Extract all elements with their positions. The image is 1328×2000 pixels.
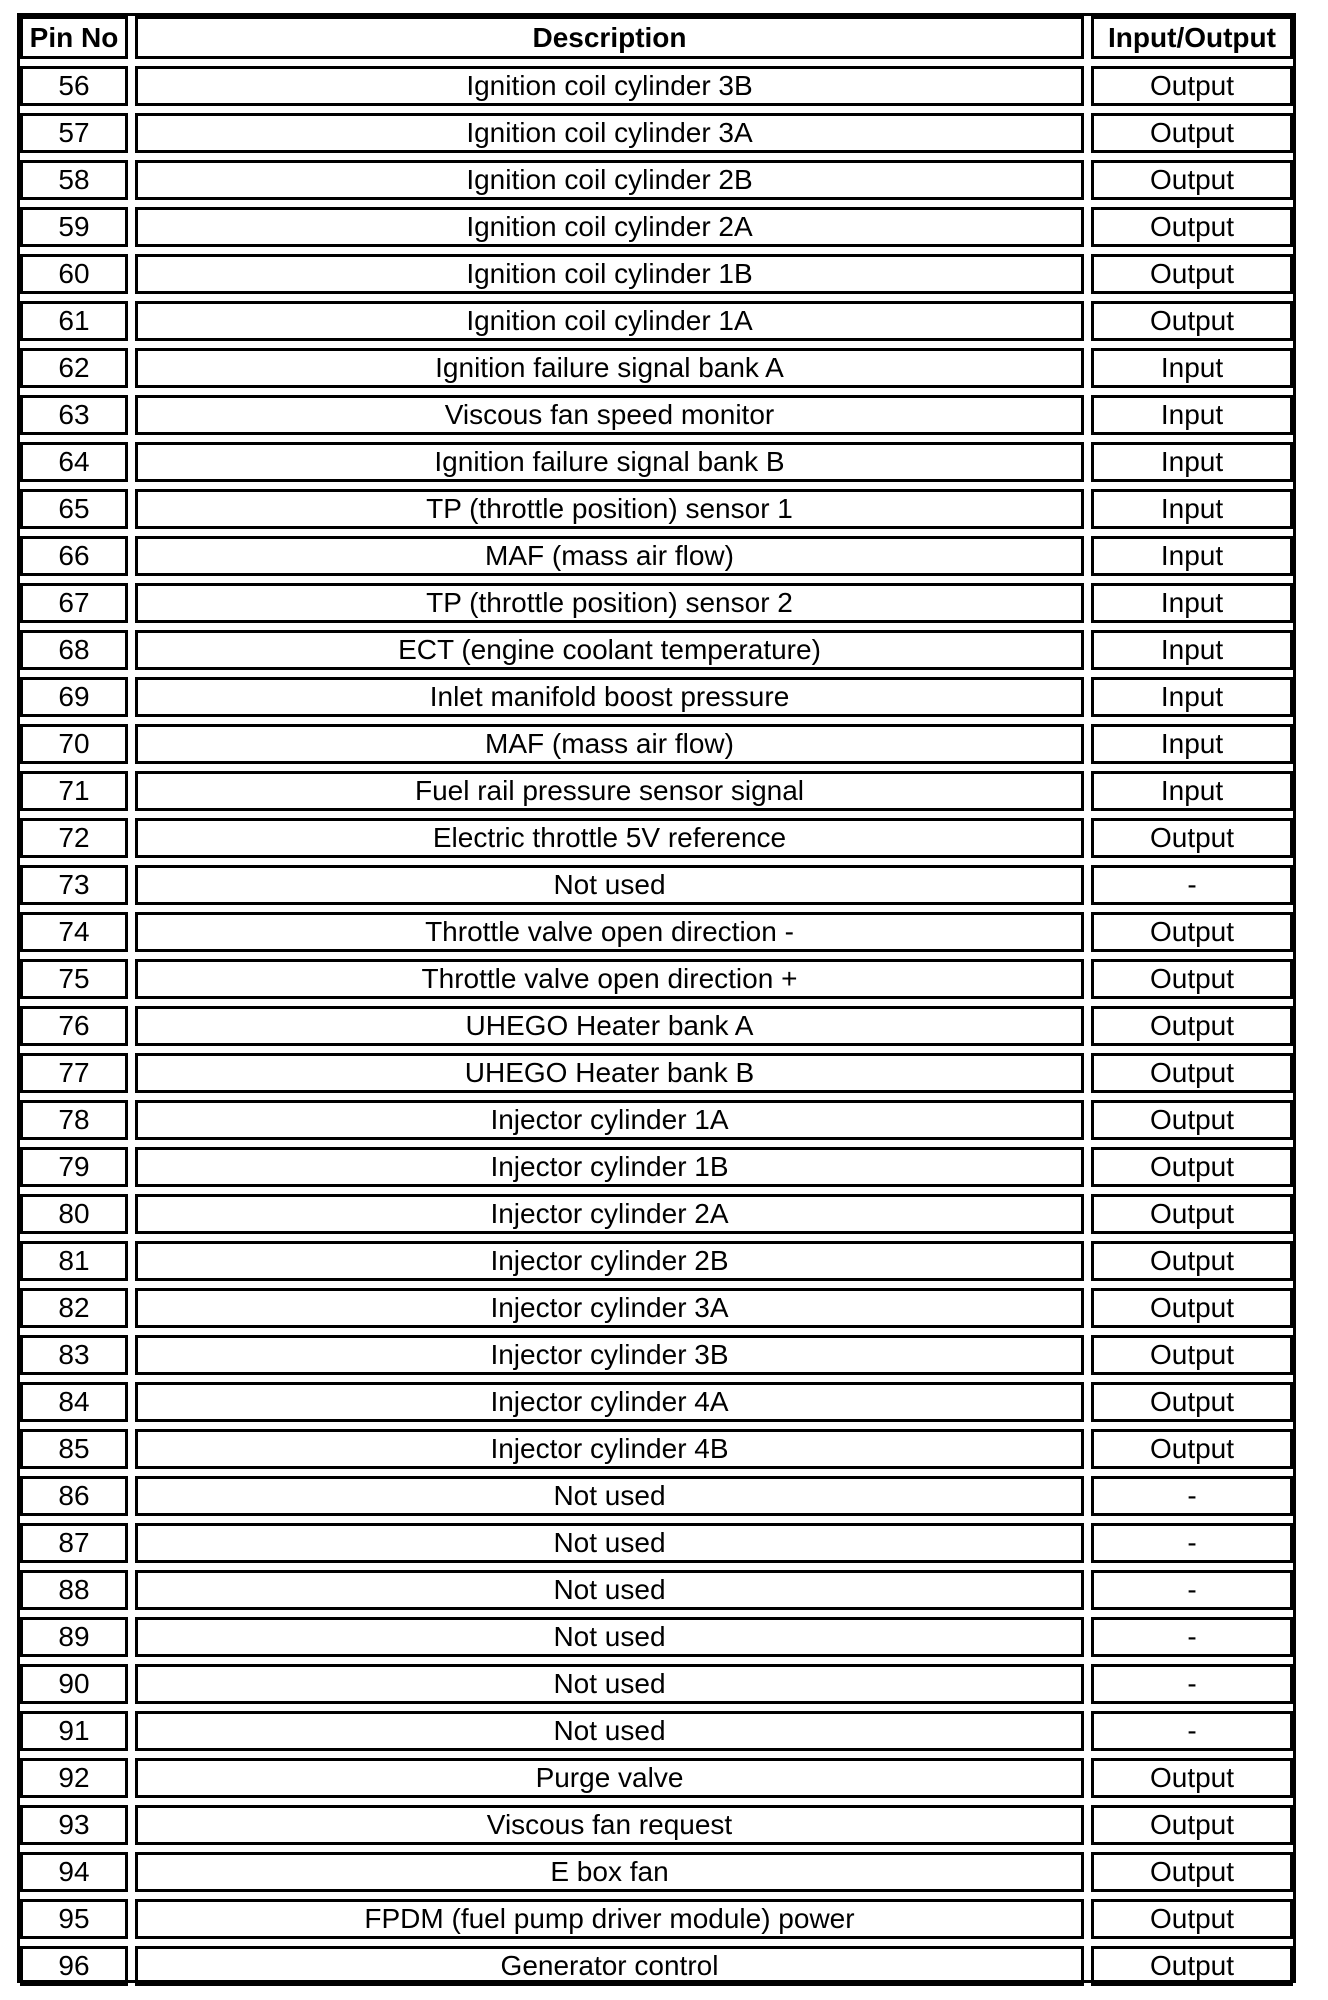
description-cell: Injector cylinder 4A [135, 1382, 1084, 1422]
header-description: Description [135, 16, 1084, 59]
description-cell: Throttle valve open direction - [135, 912, 1084, 952]
input-output-cell: Output [1091, 1805, 1293, 1845]
description-cell: Injector cylinder 2B [135, 1241, 1084, 1281]
input-output-cell: Input [1091, 536, 1293, 576]
table-row [20, 912, 1293, 952]
pin-number-cell: 91 [20, 1711, 128, 1751]
table-row [20, 207, 1293, 247]
table-row [20, 348, 1293, 388]
table-row [20, 1006, 1293, 1046]
input-output-cell: Input [1091, 630, 1293, 670]
table-row [20, 583, 1293, 623]
table-body [20, 66, 1293, 1986]
input-output-cell: Output [1091, 959, 1293, 999]
description-cell: Ignition coil cylinder 1A [135, 301, 1084, 341]
input-output-cell: - [1091, 1711, 1293, 1751]
description-cell: Viscous fan request [135, 1805, 1084, 1845]
table-row [20, 442, 1293, 482]
table-row [20, 489, 1293, 529]
table-header-row [20, 16, 1293, 59]
input-output-cell: Output [1091, 207, 1293, 247]
input-output-cell: Input [1091, 677, 1293, 717]
table-row [20, 724, 1293, 764]
pin-number-cell: 56 [20, 66, 128, 106]
description-cell: Viscous fan speed monitor [135, 395, 1084, 435]
pin-number-cell: 59 [20, 207, 128, 247]
table-row [20, 1899, 1293, 1939]
table-row [20, 1382, 1293, 1422]
table-row [20, 1946, 1293, 1986]
description-cell: Throttle valve open direction + [135, 959, 1084, 999]
input-output-cell: Input [1091, 442, 1293, 482]
input-output-cell: Output [1091, 66, 1293, 106]
table-row [20, 1241, 1293, 1281]
description-cell: Injector cylinder 1A [135, 1100, 1084, 1140]
pin-number-cell: 76 [20, 1006, 128, 1046]
input-output-cell: - [1091, 1476, 1293, 1516]
description-cell: Ignition coil cylinder 1B [135, 254, 1084, 294]
input-output-cell: - [1091, 1523, 1293, 1563]
description-cell: Not used [135, 865, 1084, 905]
description-cell: Inlet manifold boost pressure [135, 677, 1084, 717]
table-row [20, 1100, 1293, 1140]
table-row [20, 160, 1293, 200]
table-row [20, 113, 1293, 153]
description-cell: Injector cylinder 4B [135, 1429, 1084, 1469]
description-cell: Ignition failure signal bank B [135, 442, 1084, 482]
table-row [20, 1852, 1293, 1892]
input-output-cell: Output [1091, 1288, 1293, 1328]
description-cell: Not used [135, 1476, 1084, 1516]
pin-number-cell: 93 [20, 1805, 128, 1845]
description-cell: Injector cylinder 3A [135, 1288, 1084, 1328]
input-output-cell: Input [1091, 348, 1293, 388]
input-output-cell: Output [1091, 1100, 1293, 1140]
pin-number-cell: 75 [20, 959, 128, 999]
pin-number-cell: 77 [20, 1053, 128, 1093]
pin-number-cell: 78 [20, 1100, 128, 1140]
table-row [20, 771, 1293, 811]
input-output-cell: Output [1091, 912, 1293, 952]
pin-number-cell: 60 [20, 254, 128, 294]
pin-number-cell: 81 [20, 1241, 128, 1281]
input-output-cell: Output [1091, 301, 1293, 341]
input-output-cell: Input [1091, 771, 1293, 811]
input-output-cell: Output [1091, 1241, 1293, 1281]
table-row [20, 1523, 1293, 1563]
pin-number-cell: 71 [20, 771, 128, 811]
table-row [20, 818, 1293, 858]
description-cell: Injector cylinder 2A [135, 1194, 1084, 1234]
input-output-cell: Output [1091, 113, 1293, 153]
pin-number-cell: 63 [20, 395, 128, 435]
pin-number-cell: 64 [20, 442, 128, 482]
pin-number-cell: 86 [20, 1476, 128, 1516]
table-row [20, 1429, 1293, 1469]
input-output-cell: Input [1091, 395, 1293, 435]
table-row [20, 1335, 1293, 1375]
table-row [20, 1711, 1293, 1751]
table-row [20, 301, 1293, 341]
pin-number-cell: 85 [20, 1429, 128, 1469]
pin-number-cell: 65 [20, 489, 128, 529]
description-cell: Ignition coil cylinder 2A [135, 207, 1084, 247]
description-cell: FPDM (fuel pump driver module) power [135, 1899, 1084, 1939]
pin-number-cell: 87 [20, 1523, 128, 1563]
pin-number-cell: 73 [20, 865, 128, 905]
table-row [20, 254, 1293, 294]
pin-table [13, 9, 1300, 1993]
pin-number-cell: 80 [20, 1194, 128, 1234]
description-cell: Purge valve [135, 1758, 1084, 1798]
table-row [20, 865, 1293, 905]
table-row [20, 1617, 1293, 1657]
description-cell: Ignition coil cylinder 3B [135, 66, 1084, 106]
input-output-cell: - [1091, 1570, 1293, 1610]
description-cell: Fuel rail pressure sensor signal [135, 771, 1084, 811]
table-row [20, 1288, 1293, 1328]
description-cell: Generator control [135, 1946, 1084, 1986]
table-row [20, 677, 1293, 717]
description-cell: MAF (mass air flow) [135, 536, 1084, 576]
input-output-cell: Input [1091, 583, 1293, 623]
pin-number-cell: 92 [20, 1758, 128, 1798]
pin-number-cell: 90 [20, 1664, 128, 1704]
input-output-cell: - [1091, 1617, 1293, 1657]
input-output-cell: Output [1091, 1053, 1293, 1093]
input-output-cell: Output [1091, 1758, 1293, 1798]
pin-number-cell: 68 [20, 630, 128, 670]
description-cell: Injector cylinder 1B [135, 1147, 1084, 1187]
description-cell: Not used [135, 1664, 1084, 1704]
input-output-cell: Output [1091, 1899, 1293, 1939]
description-cell: Not used [135, 1523, 1084, 1563]
pin-number-cell: 72 [20, 818, 128, 858]
input-output-cell: Input [1091, 489, 1293, 529]
header-pin-no: Pin No [20, 16, 128, 59]
table-row [20, 1664, 1293, 1704]
description-cell: E box fan [135, 1852, 1084, 1892]
description-cell: Injector cylinder 3B [135, 1335, 1084, 1375]
pin-number-cell: 82 [20, 1288, 128, 1328]
header-input-output: Input/Output [1091, 16, 1293, 59]
input-output-cell: Output [1091, 818, 1293, 858]
description-cell: Ignition coil cylinder 3A [135, 113, 1084, 153]
pin-number-cell: 95 [20, 1899, 128, 1939]
input-output-cell: Input [1091, 724, 1293, 764]
input-output-cell: Output [1091, 1382, 1293, 1422]
input-output-cell: - [1091, 865, 1293, 905]
input-output-cell: - [1091, 1664, 1293, 1704]
table-row [20, 1147, 1293, 1187]
input-output-cell: Output [1091, 1194, 1293, 1234]
pin-number-cell: 62 [20, 348, 128, 388]
pin-number-cell: 74 [20, 912, 128, 952]
description-cell: Ignition failure signal bank A [135, 348, 1084, 388]
input-output-cell: Output [1091, 160, 1293, 200]
description-cell: UHEGO Heater bank A [135, 1006, 1084, 1046]
description-cell: TP (throttle position) sensor 1 [135, 489, 1084, 529]
pin-number-cell: 88 [20, 1570, 128, 1610]
pin-number-cell: 89 [20, 1617, 128, 1657]
pin-number-cell: 61 [20, 301, 128, 341]
pin-number-cell: 96 [20, 1946, 128, 1986]
description-cell: Electric throttle 5V reference [135, 818, 1084, 858]
pin-number-cell: 94 [20, 1852, 128, 1892]
table-row [20, 1194, 1293, 1234]
description-cell: UHEGO Heater bank B [135, 1053, 1084, 1093]
pin-number-cell: 70 [20, 724, 128, 764]
input-output-cell: Output [1091, 1946, 1293, 1986]
description-cell: MAF (mass air flow) [135, 724, 1084, 764]
table-row [20, 1476, 1293, 1516]
description-cell: Ignition coil cylinder 2B [135, 160, 1084, 200]
table-row [20, 395, 1293, 435]
pin-number-cell: 83 [20, 1335, 128, 1375]
pin-number-cell: 57 [20, 113, 128, 153]
table-row [20, 536, 1293, 576]
input-output-cell: Output [1091, 1335, 1293, 1375]
table-row [20, 1758, 1293, 1798]
pin-number-cell: 58 [20, 160, 128, 200]
pin-number-cell: 79 [20, 1147, 128, 1187]
pin-number-cell: 84 [20, 1382, 128, 1422]
description-cell: TP (throttle position) sensor 2 [135, 583, 1084, 623]
input-output-cell: Output [1091, 1006, 1293, 1046]
pin-number-cell: 66 [20, 536, 128, 576]
table-row [20, 1053, 1293, 1093]
description-cell: ECT (engine coolant temperature) [135, 630, 1084, 670]
description-cell: Not used [135, 1711, 1084, 1751]
input-output-cell: Output [1091, 1147, 1293, 1187]
input-output-cell: Output [1091, 1852, 1293, 1892]
pin-number-cell: 67 [20, 583, 128, 623]
input-output-cell: Output [1091, 254, 1293, 294]
input-output-cell: Output [1091, 1429, 1293, 1469]
table-row [20, 1805, 1293, 1845]
table-row [20, 959, 1293, 999]
table-row [20, 66, 1293, 106]
pin-number-cell: 69 [20, 677, 128, 717]
table-row [20, 1570, 1293, 1610]
table-row [20, 630, 1293, 670]
description-cell: Not used [135, 1570, 1084, 1610]
description-cell: Not used [135, 1617, 1084, 1657]
